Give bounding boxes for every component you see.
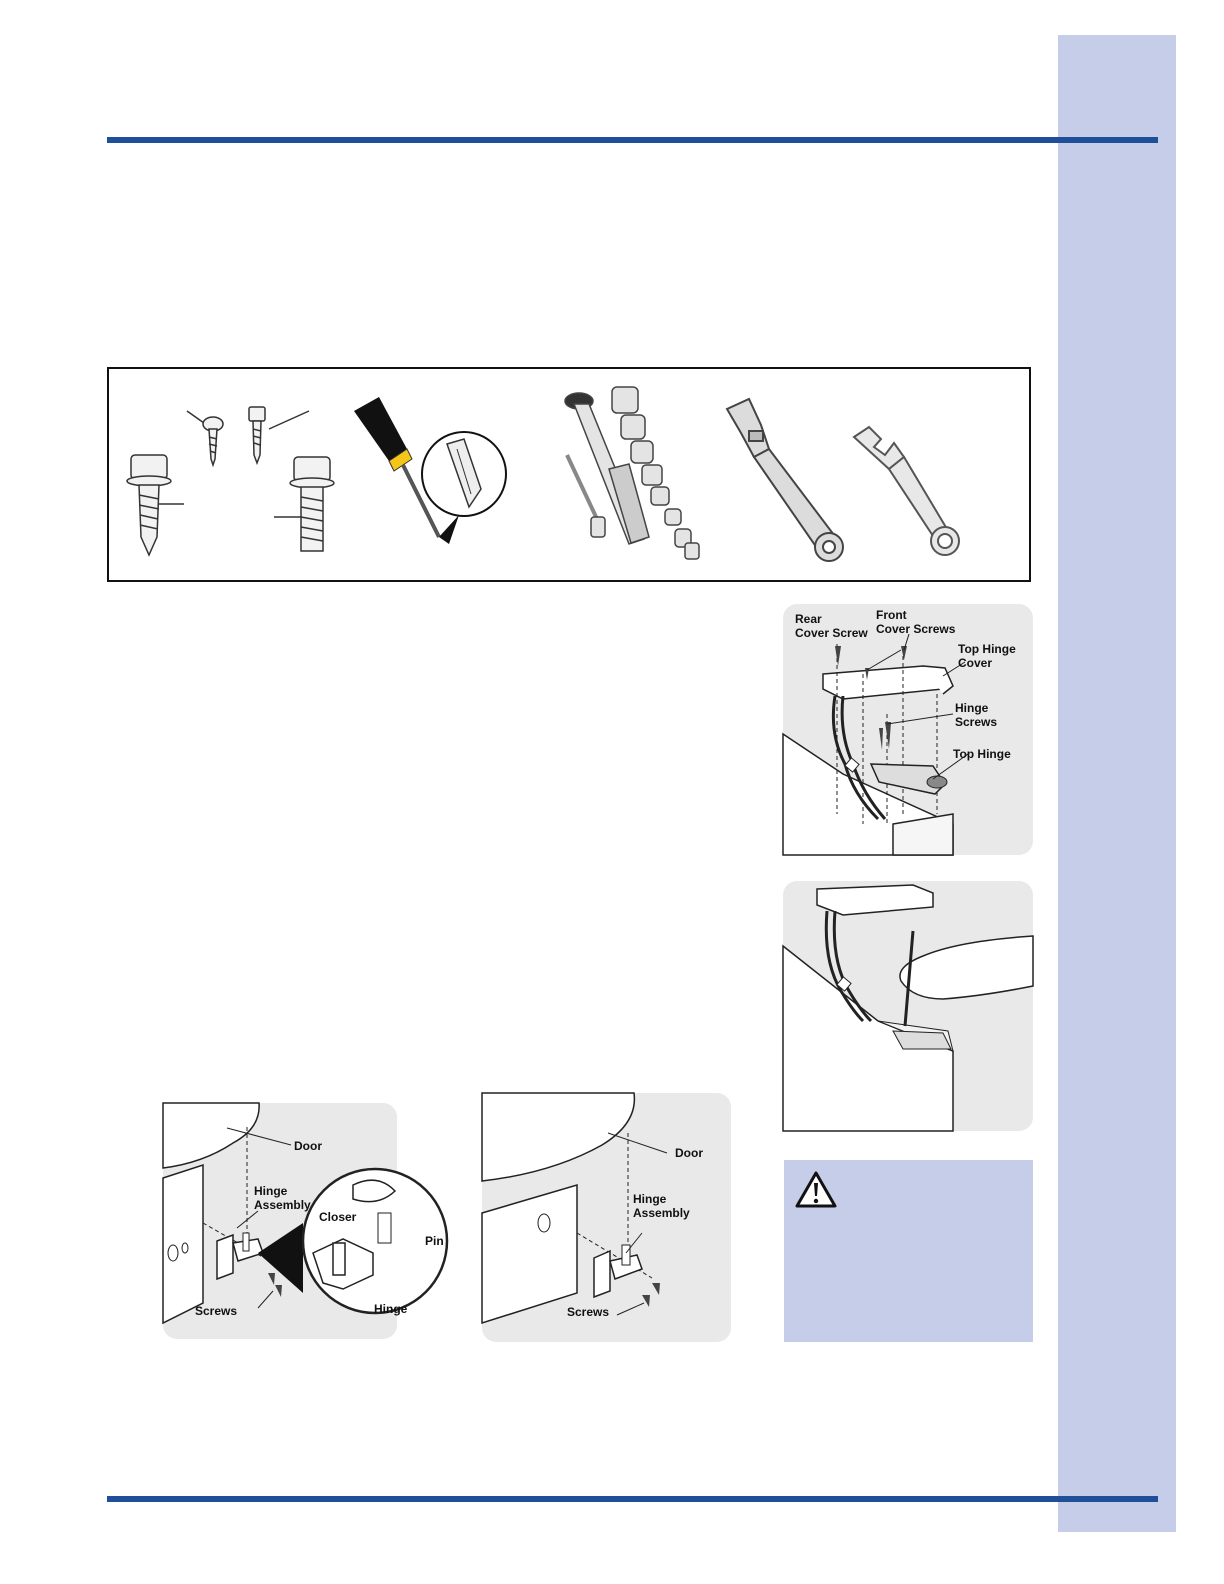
label-pin: Pin	[425, 1234, 444, 1248]
label-front-cover-screws: Front Cover Screws	[876, 608, 956, 636]
figure-top-hinge	[783, 604, 1033, 855]
figure-bottom-hinge-left	[163, 1103, 444, 1339]
label-top-hinge-cover: Top Hinge Cover	[958, 642, 1016, 670]
label-hinge-assembly: Hinge Assembly	[254, 1184, 311, 1212]
figure-bottom-hinge-right	[482, 1093, 731, 1342]
tools-box	[107, 367, 1031, 582]
label-hinge: Hinge	[374, 1302, 408, 1316]
label-screws: Screws	[567, 1305, 610, 1319]
label-hinge-screws: Hinge Screws	[955, 701, 998, 729]
bottom-rule	[107, 1496, 1158, 1502]
label-door: Door	[675, 1146, 703, 1160]
label-door: Door	[294, 1139, 322, 1153]
label-top-hinge: Top Hinge	[953, 747, 1011, 761]
figure-mark-hinge-position	[783, 881, 1033, 1131]
phillips-screwdriver-icon	[354, 397, 506, 544]
label-rear-cover-screw: Rear Cover Screw	[795, 612, 868, 640]
tools-illustration	[109, 369, 1029, 580]
label-screws: Screws	[195, 1304, 238, 1318]
side-tab	[1058, 35, 1176, 1532]
warning-triangle-icon	[794, 1170, 838, 1210]
label-closer: Closer	[319, 1210, 357, 1224]
socket-wrench-set-icon	[565, 387, 699, 559]
combination-wrench-icon	[854, 427, 959, 555]
label-hinge-assembly: Hinge Assembly	[633, 1192, 690, 1220]
warning-box	[784, 1160, 1033, 1342]
screws-icon	[127, 407, 334, 555]
mark-hinge-diagram	[783, 881, 1033, 1131]
top-rule	[107, 137, 1158, 143]
adjustable-wrench-icon	[727, 399, 843, 561]
